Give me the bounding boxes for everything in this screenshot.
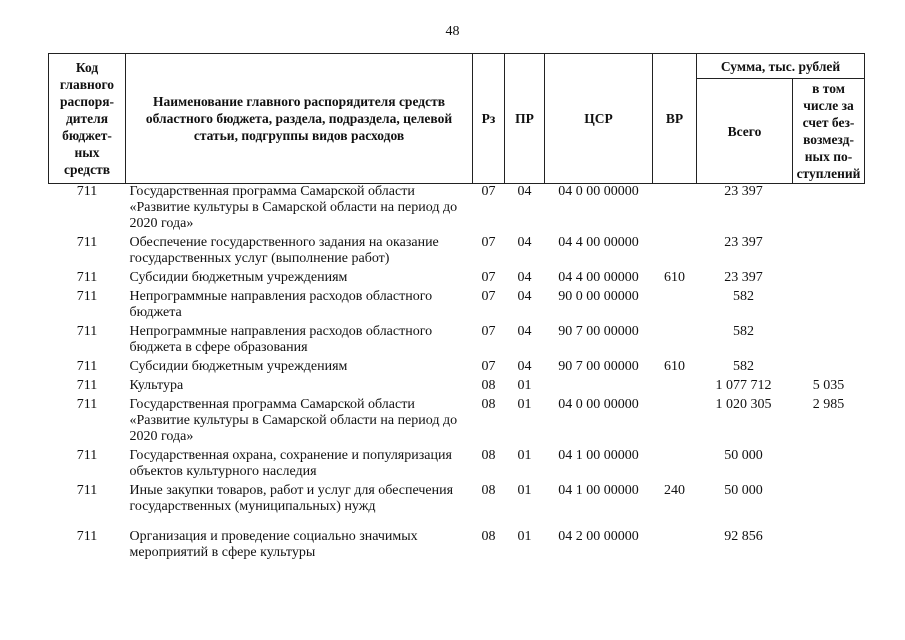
cell-name: Обеспечение государственного задания на оказание государственных услуг (выполнение работ)	[129, 235, 439, 266]
cell-code: 711	[76, 448, 98, 463]
table-row	[49, 184, 865, 236]
cell-free	[793, 324, 865, 359]
cell-total: 582	[733, 324, 754, 339]
cell-name: Организация и проведение социально значимых мероприятий в сфере культуры	[129, 529, 418, 560]
table-row	[49, 529, 865, 564]
cell-total: 50 000	[724, 448, 763, 463]
cell-pr: 04	[517, 359, 532, 374]
cell-code: 711	[76, 184, 98, 199]
cell-total: 23 397	[724, 235, 763, 250]
table-row	[49, 324, 865, 359]
cell-total: 23 397	[724, 270, 763, 285]
header-pr: ПР	[505, 54, 545, 184]
cell-total: 50 000	[724, 483, 763, 498]
cell-code: 711	[76, 529, 98, 544]
cell-pr: 01	[517, 378, 532, 393]
budget-table	[48, 53, 865, 564]
cell-vr	[653, 184, 697, 236]
cell-pr: 01	[517, 483, 532, 498]
cell-csr: 04 4 00 00000	[558, 235, 639, 250]
cell-code: 711	[76, 483, 98, 498]
cell-csr	[545, 378, 653, 397]
cell-name: Субсидии бюджетным учреждениям	[129, 359, 348, 374]
table-row	[49, 483, 865, 529]
page-number: 48	[445, 24, 460, 39]
cell-free	[793, 483, 865, 529]
cell-csr: 04 1 00 00000	[558, 448, 639, 463]
header-sum: Сумма, тыс. рублей	[697, 54, 865, 79]
table-row	[49, 359, 865, 378]
cell-csr: 04 1 00 00000	[558, 483, 639, 498]
cell-csr: 04 2 00 00000	[558, 529, 639, 544]
table-row	[49, 448, 865, 483]
cell-total: 1 020 305	[715, 397, 772, 412]
cell-rz: 08	[481, 378, 496, 393]
header-vr: ВР	[653, 54, 697, 184]
cell-csr: 04 4 00 00000	[558, 270, 639, 285]
table-header	[49, 54, 865, 184]
header-rz: Рз	[473, 54, 505, 184]
cell-free	[793, 270, 865, 289]
cell-name: Непрограммные направления расходов областного бюджета в сфере образования	[129, 324, 433, 355]
cell-pr: 01	[517, 397, 532, 412]
cell-code: 711	[76, 289, 98, 304]
cell-csr: 90 0 00 00000	[558, 289, 639, 304]
cell-total: 23 397	[724, 184, 763, 199]
cell-name: Субсидии бюджетным учреждениям	[129, 270, 348, 285]
cell-free: 5 035	[812, 378, 845, 393]
cell-code: 711	[76, 324, 98, 339]
cell-free	[793, 529, 865, 564]
cell-pr: 04	[517, 270, 532, 285]
cell-rz: 08	[481, 529, 496, 544]
header-free: в том числе за счет без-возмезд-ных по-ступлений	[793, 79, 865, 184]
cell-code: 711	[76, 397, 98, 412]
cell-total: 582	[733, 289, 754, 304]
cell-vr: 610	[664, 270, 685, 285]
cell-free	[793, 359, 865, 378]
cell-csr: 04 0 00 00000	[558, 184, 639, 199]
cell-rz: 07	[481, 235, 496, 250]
cell-pr: 04	[517, 324, 532, 339]
cell-pr: 01	[517, 529, 532, 544]
cell-free	[793, 448, 865, 483]
cell-pr: 04	[517, 184, 532, 199]
cell-total: 1 077 712	[715, 378, 772, 393]
cell-rz: 07	[481, 324, 496, 339]
header-total: Всего	[697, 79, 793, 184]
header-csr: ЦСР	[545, 54, 653, 184]
cell-name: Непрограммные направления расходов областного бюджета	[129, 289, 433, 320]
cell-csr: 90 7 00 00000	[558, 324, 639, 339]
cell-vr	[653, 324, 697, 359]
cell-pr: 04	[517, 289, 532, 304]
cell-vr	[653, 378, 697, 397]
cell-pr: 01	[517, 448, 532, 463]
cell-rz: 07	[481, 270, 496, 285]
table-row	[49, 270, 865, 289]
cell-name: Государственная программа Самарской области «Развитие культуры в Самарской области на период до 2020 года»	[129, 184, 458, 231]
cell-name: Государственная программа Самарской области «Развитие культуры в Самарской области на период до 2020 года»	[129, 397, 458, 444]
table-row	[49, 289, 865, 324]
cell-vr: 240	[664, 483, 685, 498]
table-row	[49, 397, 865, 448]
cell-csr: 90 7 00 00000	[558, 359, 639, 374]
cell-free: 2 985	[812, 397, 845, 412]
cell-rz: 07	[481, 289, 496, 304]
header-code: Код главного распоря-дителя бюджет-ных средств	[49, 54, 126, 184]
cell-rz: 07	[481, 184, 496, 199]
cell-rz: 08	[481, 483, 496, 498]
cell-pr: 04	[517, 235, 532, 250]
cell-code: 711	[76, 270, 98, 285]
cell-name: Культура	[129, 378, 184, 393]
cell-rz: 08	[481, 448, 496, 463]
cell-code: 711	[76, 359, 98, 374]
cell-vr: 610	[664, 359, 685, 374]
table-body	[49, 184, 865, 565]
cell-free	[793, 235, 865, 270]
cell-code: 711	[76, 235, 98, 250]
table-row	[49, 235, 865, 270]
cell-name: Иные закупки товаров, работ и услуг для обеспечения государственных (муниципальных) нужд	[129, 483, 454, 514]
cell-total: 582	[733, 359, 754, 374]
cell-csr: 04 0 00 00000	[558, 397, 639, 412]
cell-rz: 08	[481, 397, 496, 412]
cell-vr	[653, 529, 697, 564]
cell-name: Государственная охрана, сохранение и популяризация объектов культурного наследия	[129, 448, 452, 479]
cell-rz: 07	[481, 359, 496, 374]
cell-code: 711	[76, 378, 98, 393]
cell-vr	[653, 235, 697, 270]
table-row	[49, 378, 865, 397]
cell-free	[793, 184, 865, 236]
cell-vr	[653, 289, 697, 324]
cell-total: 92 856	[724, 529, 763, 544]
header-name: Наименование главного распорядителя средств областного бюджета, раздела, подраздела, целевой статьи, подгруппы видов расходов	[126, 54, 473, 184]
cell-vr	[653, 448, 697, 483]
cell-vr	[653, 397, 697, 448]
cell-free	[793, 289, 865, 324]
